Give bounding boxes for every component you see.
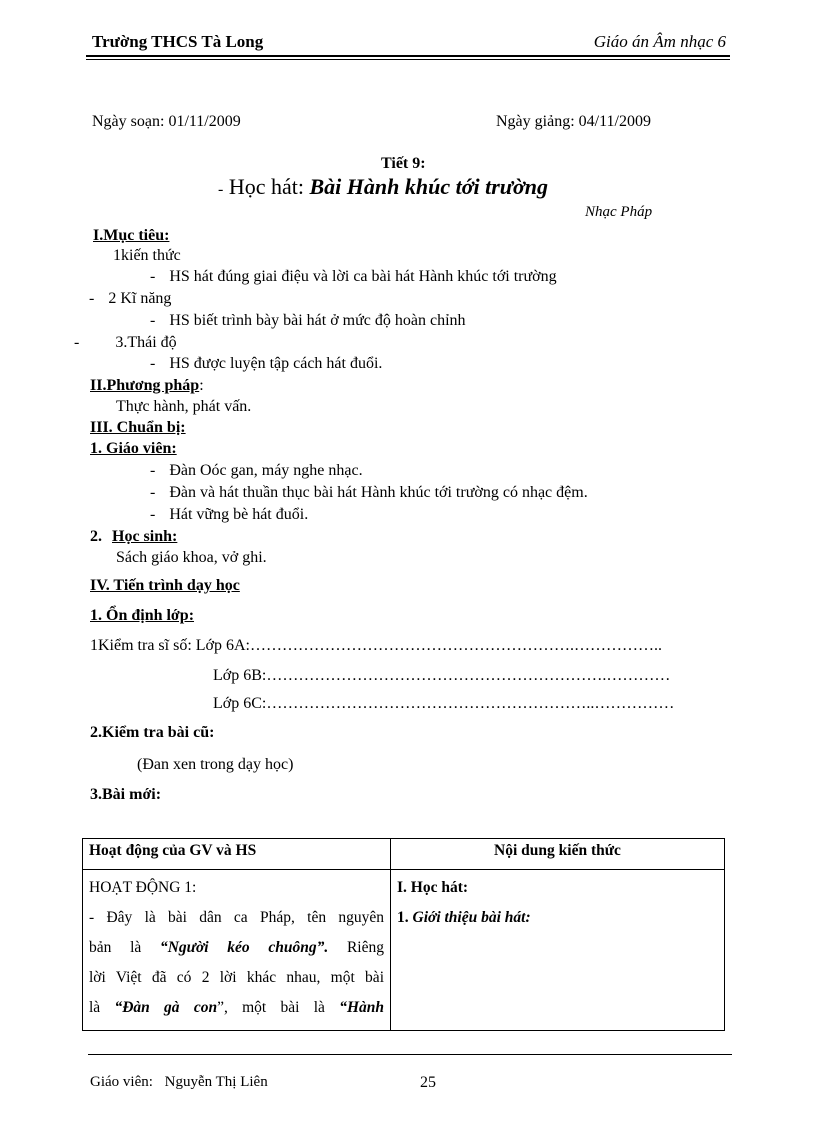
class-6b-label: Lớp 6B: <box>213 667 267 684</box>
song-title: Bài Hành khúc tới trường <box>309 174 549 199</box>
prep-date-label: Ngày soạn: <box>92 113 165 130</box>
knowledge-item <box>150 268 557 286</box>
bullet-dash: - <box>150 355 156 372</box>
teach-date-value: 04/11/2009 <box>578 113 651 130</box>
prep-date-value: 01/11/2009 <box>168 113 241 130</box>
knowledge-text: HS hát đúng giai điệu và lời ca bài hát Hành khúc tới trường <box>169 268 557 285</box>
song-origin: Nhạc Pháp <box>585 204 653 220</box>
attitude-text: HS được luyện tập cách hát đuổi. <box>169 355 383 372</box>
activity-line <box>89 933 384 963</box>
header-rule-top <box>86 55 730 57</box>
page-number: 25 <box>420 1074 436 1091</box>
attendance-line-6c <box>213 695 674 713</box>
stabilize-heading: 1. Ổn định lớp: <box>90 607 195 624</box>
teacher-prep-heading: 1. Giáo viên: <box>90 440 177 457</box>
class-6c-dots: ……………………………………………………..…………… <box>266 695 675 712</box>
table-header-row <box>83 839 725 870</box>
class-6b-dots: ……………………………………………………….………… <box>266 667 671 684</box>
activity-text: Riêng <box>328 939 384 956</box>
content-sub-text: Giới thiệu bài hát: <box>412 909 531 926</box>
table-row <box>83 870 725 1031</box>
bullet-dash: - <box>150 506 156 523</box>
period-label: Tiết 9: <box>381 155 426 172</box>
teacher-prep-item-2 <box>150 484 588 502</box>
teacher-prep-text: Đàn và hát thuần thục bài hát Hành khúc tới trường có nhạc đệm. <box>169 484 588 501</box>
activity-line <box>89 993 384 1023</box>
attitude-label: 3.Thái độ <box>115 334 177 351</box>
lesson-title <box>218 174 548 200</box>
method-heading-line <box>90 377 204 395</box>
footer-teacher <box>90 1074 268 1091</box>
method-colon: : <box>199 377 204 394</box>
knowledge-label: 1kiến thức <box>113 247 181 264</box>
skills-label-line <box>89 290 171 308</box>
bullet-dash: - <box>150 268 156 285</box>
title-prefix: Học hát: <box>228 174 304 199</box>
teacher-prep-item-3 <box>150 506 308 524</box>
bullet-dash: - <box>74 334 80 351</box>
old-lesson-heading: 2.Kiểm tra bài cũ: <box>90 724 215 741</box>
song-version-name: “Đàn gà con <box>114 999 218 1016</box>
teacher-prep-item-1 <box>150 462 363 480</box>
footer-rule <box>88 1054 732 1055</box>
method-text: Thực hành, phát vấn. <box>116 398 252 415</box>
prep-date-line <box>92 113 241 131</box>
col2-header: Nội dung kiến thức <box>391 839 725 870</box>
objectives-heading: I.Mục tiêu: <box>93 227 170 244</box>
class-6a-dots: …………………………………………………….…………….. <box>250 637 662 654</box>
new-lesson-heading: 3.Bài mới: <box>90 786 162 803</box>
school-name: Trường THCS Tà Long <box>92 32 264 51</box>
attendance-line-6a <box>90 637 662 655</box>
teach-date-label: Ngày giảng: <box>496 113 575 130</box>
attitude-item <box>150 355 382 373</box>
method-heading: II.Phương pháp <box>90 377 200 394</box>
student-prep-heading: Học sinh: <box>112 528 178 545</box>
student-prep-heading-line <box>90 528 177 546</box>
bullet-dash: - <box>89 290 95 307</box>
header-rule-bottom <box>86 59 730 60</box>
content-sub-number: 1. <box>397 909 413 926</box>
attitude-label-line <box>74 334 177 352</box>
footer-teacher-label: Giáo viên: <box>90 1074 153 1090</box>
preparation-heading: III. Chuẩn bị: <box>90 419 186 436</box>
student-prep-number: 2. <box>90 528 102 545</box>
activity-text: ”, một bài là <box>217 999 340 1016</box>
content-cell <box>391 870 725 1031</box>
activity-text: là <box>89 999 115 1016</box>
class-6c-label: Lớp 6C: <box>213 695 267 712</box>
original-song-name: “Người kéo chuông”. <box>159 939 329 956</box>
attendance-line-6b <box>213 667 670 685</box>
activity-title: HOẠT ĐỘNG 1: <box>89 879 197 896</box>
footer-teacher-name: Nguyễn Thị Liên <box>164 1074 268 1090</box>
teacher-prep-text: Hát vững bè hát đuổi. <box>169 506 309 523</box>
activity-line: - Đây là bài dân ca Pháp, tên nguyên <box>89 909 384 926</box>
teacher-prep-text: Đàn Oóc gan, máy nghe nhạc. <box>169 462 363 479</box>
bullet-dash: - <box>150 462 156 479</box>
activity-line: lời Việt đã có 2 lời khác nhau, một bài <box>89 969 384 986</box>
teach-date-line <box>496 113 651 131</box>
content-heading: I. Học hát: <box>397 879 469 896</box>
song-version-name: “Hành <box>339 999 384 1016</box>
process-heading: IV. Tiến trình dạy học <box>90 577 240 594</box>
skills-text: HS biết trình bày bài hát ở mức độ hoàn chỉnh <box>169 312 466 329</box>
title-dash: - <box>218 181 224 198</box>
skills-item <box>150 312 466 330</box>
skills-label: 2 Kĩ năng <box>108 290 172 307</box>
col1-header: Hoạt động của GV và HS <box>83 839 391 870</box>
student-prep-text: Sách giáo khoa, vở ghi. <box>116 549 267 566</box>
attendance-label: 1Kiểm tra sĩ số: Lớp 6A: <box>90 637 250 654</box>
bullet-dash: - <box>150 484 156 501</box>
subject-title: Giáo án Âm nhạc 6 <box>593 32 726 51</box>
bullet-dash: - <box>150 312 156 329</box>
content-subheading <box>397 903 718 933</box>
activity-cell <box>83 870 391 1031</box>
activity-text: bản là <box>89 939 160 956</box>
old-lesson-note: (Đan xen trong dạy học) <box>137 756 294 773</box>
lesson-table <box>82 838 725 1031</box>
